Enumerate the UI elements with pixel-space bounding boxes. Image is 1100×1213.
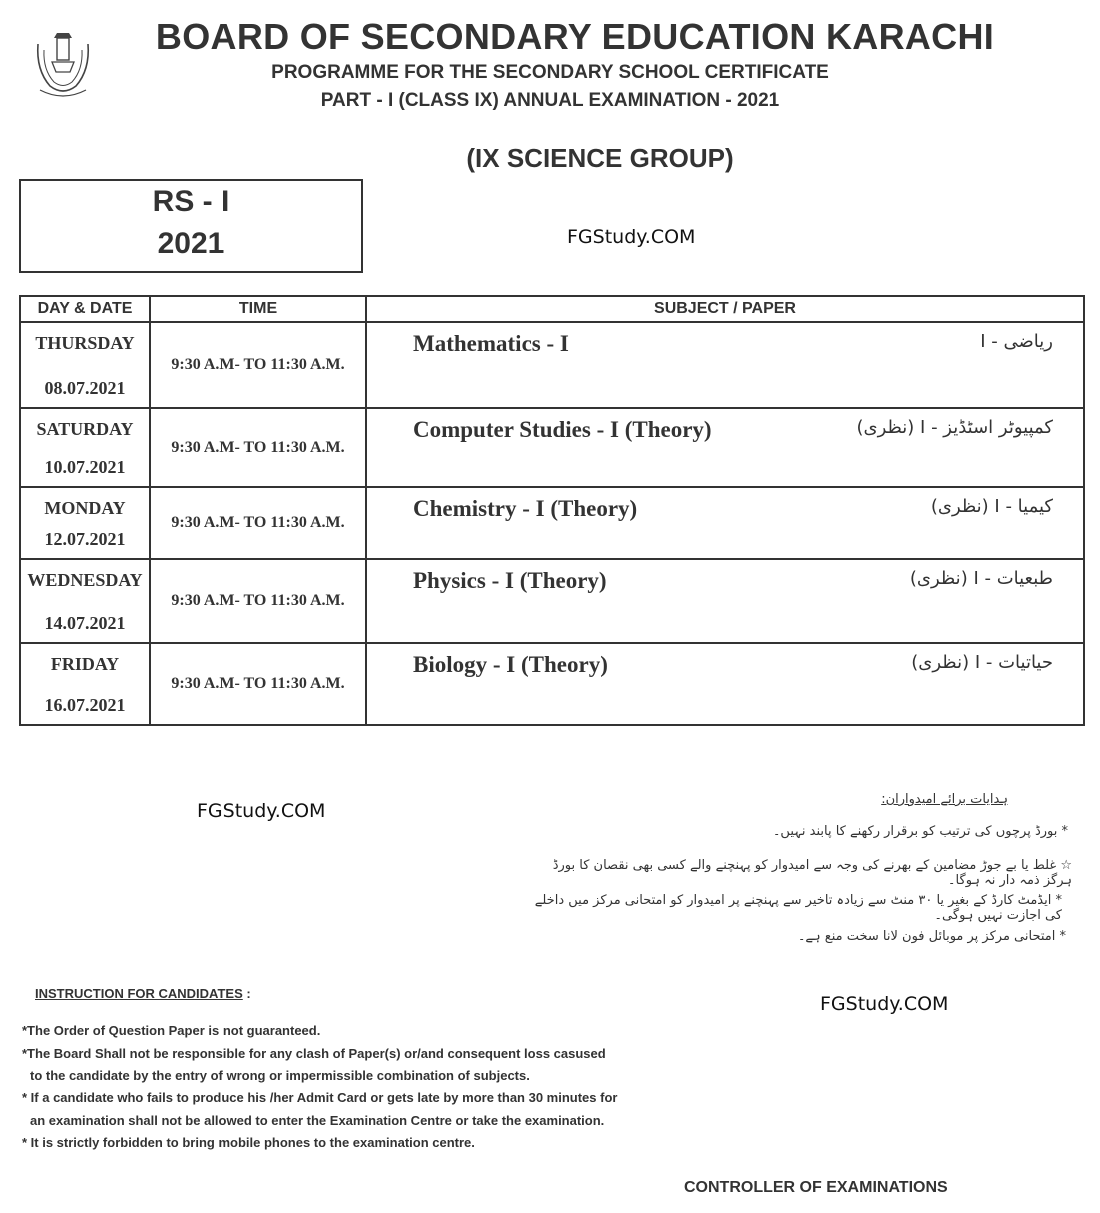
day-name: FRIDAY <box>50 654 120 674</box>
day-name: MONDAY <box>44 498 126 518</box>
controller-signature-label: CONTROLLER OF EXAMINATIONS <box>684 1179 948 1196</box>
exam-date: 14.07.2021 <box>44 613 126 633</box>
instructions-heading: INSTRUCTION FOR CANDIDATES : <box>35 986 251 1001</box>
time-cell: 9:30 A.M- TO 11:30 A.M. <box>150 408 366 487</box>
watermark-text: FGStudy.COM <box>820 993 949 1015</box>
subject-cell <box>366 487 1084 559</box>
day-date-cell <box>20 487 150 559</box>
table-row <box>20 559 1084 643</box>
day-date-cell <box>20 559 150 643</box>
subject-english: Computer Studies - I (Theory) <box>413 417 712 442</box>
header-time: TIME <box>150 296 366 322</box>
table-row <box>20 322 1084 408</box>
exam-date: 16.07.2021 <box>44 695 126 715</box>
table-row <box>20 643 1084 725</box>
exam-date: 10.07.2021 <box>44 457 126 477</box>
subject-urdu: کیمیا - I (نظری) <box>930 496 1053 517</box>
subject-urdu: طبعیات - I (نظری) <box>909 568 1053 589</box>
day-name: WEDNESDAY <box>27 570 143 590</box>
urdu-instruction-line: * ایڈمٹ کارڈ کے بغیر یا ۳۰ منٹ سے زیادہ تاخیر سے پہنچنے پر امیدوار کو امتحانی مرکز میں داخلے کی اجازت نہیں ہوگی۔ <box>534 893 1062 923</box>
rs-year: 2021 <box>157 227 225 260</box>
urdu-instruction-line: * بورڈ پرچوں کی ترتیب کو برقرار رکھنے کا پابند نہیں۔ <box>772 824 1068 839</box>
subject-urdu: کمپیوٹر اسٹڈیز - I (نظری) <box>856 417 1053 438</box>
day-name: SATURDAY <box>36 419 134 439</box>
exam-schedule-table <box>19 295 1085 726</box>
subject-cell <box>366 322 1084 408</box>
exam-date: 08.07.2021 <box>44 378 126 398</box>
day-date-cell <box>20 643 150 725</box>
rs-box <box>19 179 363 273</box>
subject-cell <box>366 643 1084 725</box>
urdu-instruction-line: * امتحانی مرکز پر موبائل فون لانا سخت منع ہے۔ <box>797 929 1066 944</box>
programme-subtitle: PROGRAMME FOR THE SECONDARY SCHOOL CERTIFICATE <box>271 62 829 83</box>
time-cell: 9:30 A.M- TO 11:30 A.M. <box>150 559 366 643</box>
time-cell: 9:30 A.M- TO 11:30 A.M. <box>150 322 366 408</box>
subject-english: Mathematics - I <box>413 331 569 356</box>
urdu-instruction-line: ☆ غلط یا بے جوڑ مضامین کے بھرنے کی وجہ سے امیدوار کو پہنچنے والے کسی بھی نقصان کا بورڈ ہرگز ذمہ دار نہ ہوگا۔ <box>552 858 1072 888</box>
table-header-row <box>20 296 1084 322</box>
instruction-line: *The Board Shall not be responsible for any clash of Paper(s) or/and consequent loss casused <box>22 1046 606 1061</box>
instruction-line: * If a candidate who fails to produce his /her Admit Card or gets late by more than 30 minutes for <box>22 1090 618 1105</box>
subject-english: Biology - I (Theory) <box>413 652 608 677</box>
subject-english: Chemistry - I (Theory) <box>413 496 638 521</box>
instruction-line: *The Order of Question Paper is not guaranteed. <box>22 1023 321 1038</box>
header-subject: SUBJECT / PAPER <box>366 296 1084 322</box>
group-title: (IX SCIENCE GROUP) <box>466 143 734 173</box>
exam-subtitle: PART - I (CLASS IX) ANNUAL EXAMINATION - 2021 <box>320 90 780 111</box>
day-date-cell <box>20 408 150 487</box>
subject-cell <box>366 408 1084 487</box>
time-cell: 9:30 A.M- TO 11:30 A.M. <box>150 643 366 725</box>
urdu-instructions-heading: ہدایات برائے امیدواران: <box>881 792 1008 807</box>
day-date-cell <box>20 322 150 408</box>
subject-english: Physics - I (Theory) <box>413 568 607 593</box>
day-name: THURSDAY <box>35 333 135 353</box>
exam-date: 12.07.2021 <box>44 529 126 549</box>
subject-urdu: حیاتیات - I (نظری) <box>911 652 1053 673</box>
time-cell: 9:30 A.M- TO 11:30 A.M. <box>150 487 366 559</box>
watermark-text: FGStudy.COM <box>567 226 696 248</box>
instruction-line: * It is strictly forbidden to bring mobile phones to the examination centre. <box>22 1135 475 1150</box>
subject-urdu: ریاضی - I <box>980 331 1053 352</box>
table-row <box>20 487 1084 559</box>
subject-cell <box>366 559 1084 643</box>
instruction-line: to the candidate by the entry of wrong or impermissible combination of subjects. <box>30 1068 530 1083</box>
header-day-date: DAY & DATE <box>20 296 150 322</box>
watermark-text: FGStudy.COM <box>197 800 326 822</box>
instruction-line: an examination shall not be allowed to enter the Examination Centre or take the examination. <box>30 1113 605 1128</box>
table-row <box>20 408 1084 487</box>
rs-code: RS - I <box>152 185 230 218</box>
board-title: BOARD OF SECONDARY EDUCATION KARACHI <box>155 16 995 57</box>
